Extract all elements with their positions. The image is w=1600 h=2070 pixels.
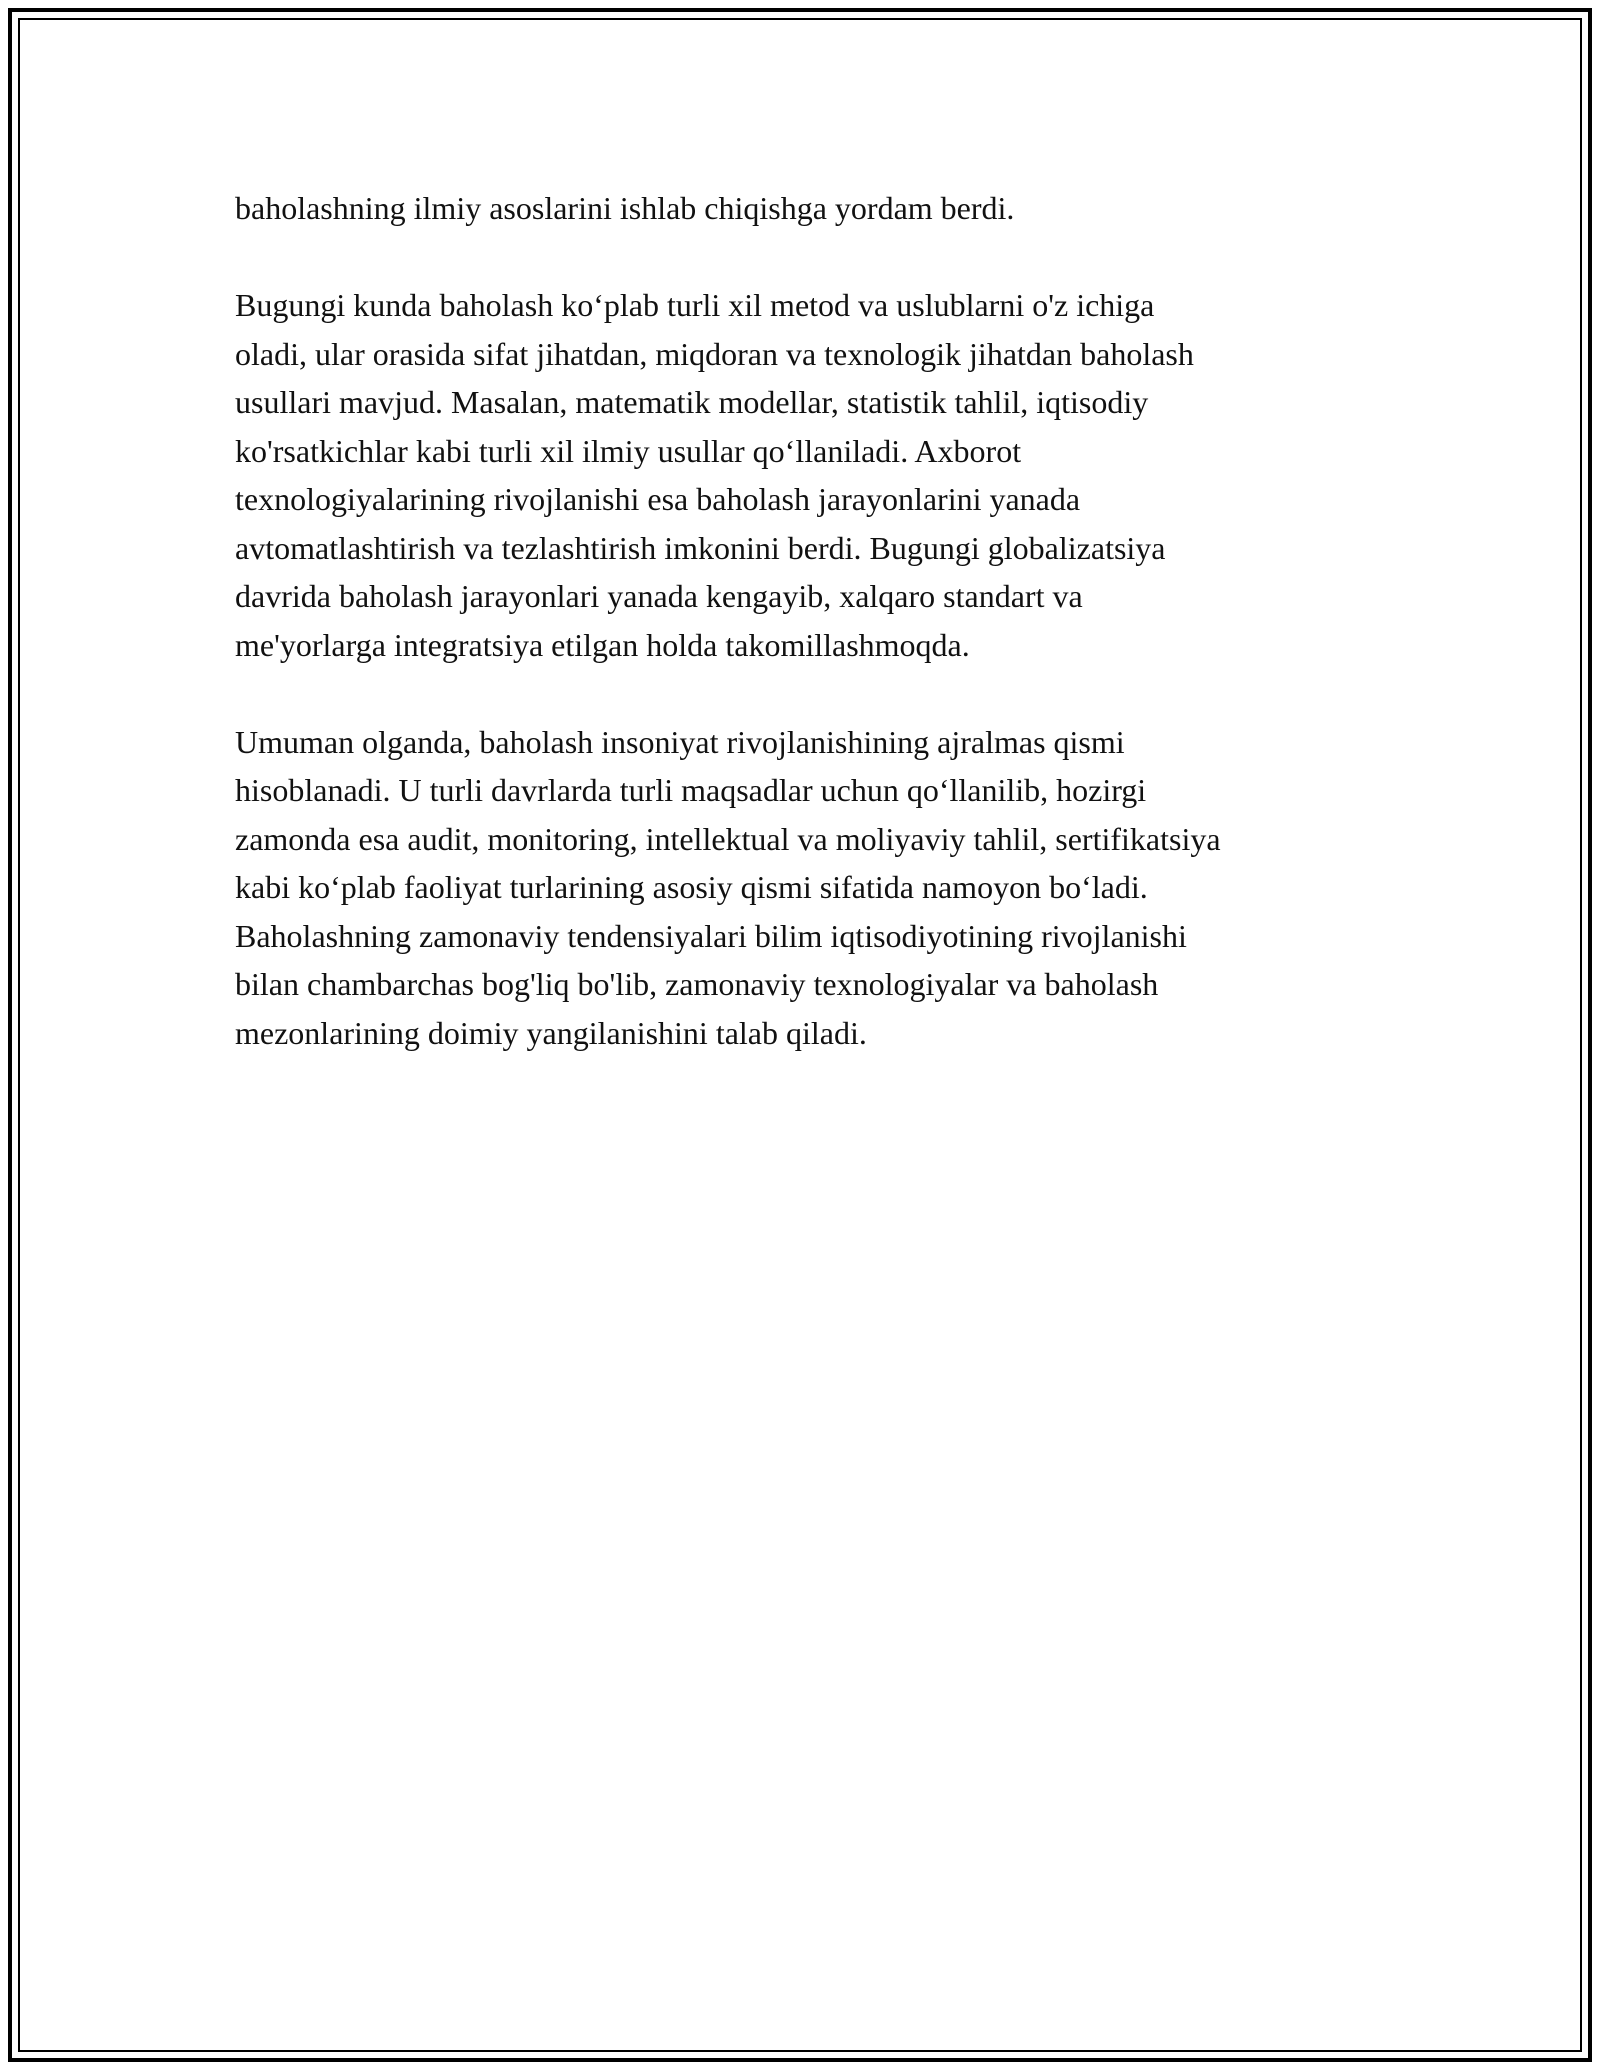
paragraph-2 (235, 281, 1375, 669)
text-line: ko'rsatkichlar kabi turli xil ilmiy usullar qo‘llaniladi. Axborot (235, 432, 1022, 469)
text-line: usullari mavjud. Masalan, matematik modellar, statistik tahlil, iqtisodiy (235, 384, 1149, 420)
paragraph-1 (235, 184, 1375, 233)
text-line: zamonda esa audit, monitoring, intellektual va moliyaviy tahlil, sertifikatsiya (235, 820, 1221, 857)
text-line: Umuman olganda, baholash insoniyat rivojlanishining ajralmas qismi (235, 723, 1125, 760)
text-line: mezonlarining doimiy yangilanishini talab qiladi. (235, 1014, 867, 1051)
text-line: texnologiyalarining rivojlanishi esa baholash jarayonlarini yanada (235, 481, 1081, 517)
text-line: Baholashning zamonaviy tendensiyalari bilim iqtisodiyotining rivojlanishi (235, 917, 1187, 954)
text-line: oladi, ular orasida sifat jihatdan, miqdoran va texnologik jihatdan baholash (235, 335, 1194, 372)
text-line: kabi ko‘plab faoliyat turlarining asosiy qismi sifatida namoyon bo‘ladi. (235, 869, 1148, 905)
text-line: me'yorlarga integratsiya etilgan holda takomillashmoqda. (235, 626, 970, 663)
text-line: baholashning ilmiy asoslarini ishlab chiqishga yordam berdi. (235, 190, 1015, 226)
text-line: hisoblanadi. U turli davrlarda turli maqsadlar uchun qo‘llanilib, hozirgi (235, 772, 1147, 808)
paragraph-3 (235, 718, 1375, 1058)
document-body (235, 184, 1375, 1057)
text-line: avtomatlashtirish va tezlashtirish imkonini berdi. Bugungi globalizatsiya (235, 529, 1166, 566)
text-line: bilan chambarchas bog'liq bo'lib, zamonaviy texnologiyalar va baholash (235, 966, 1159, 1002)
text-line: davrida baholash jarayonlari yanada kengayib, xalqaro standart va (235, 578, 1083, 614)
text-line: Bugungi kunda baholash ko‘plab turli xil metod va uslublarni o'z ichiga (235, 287, 1155, 323)
